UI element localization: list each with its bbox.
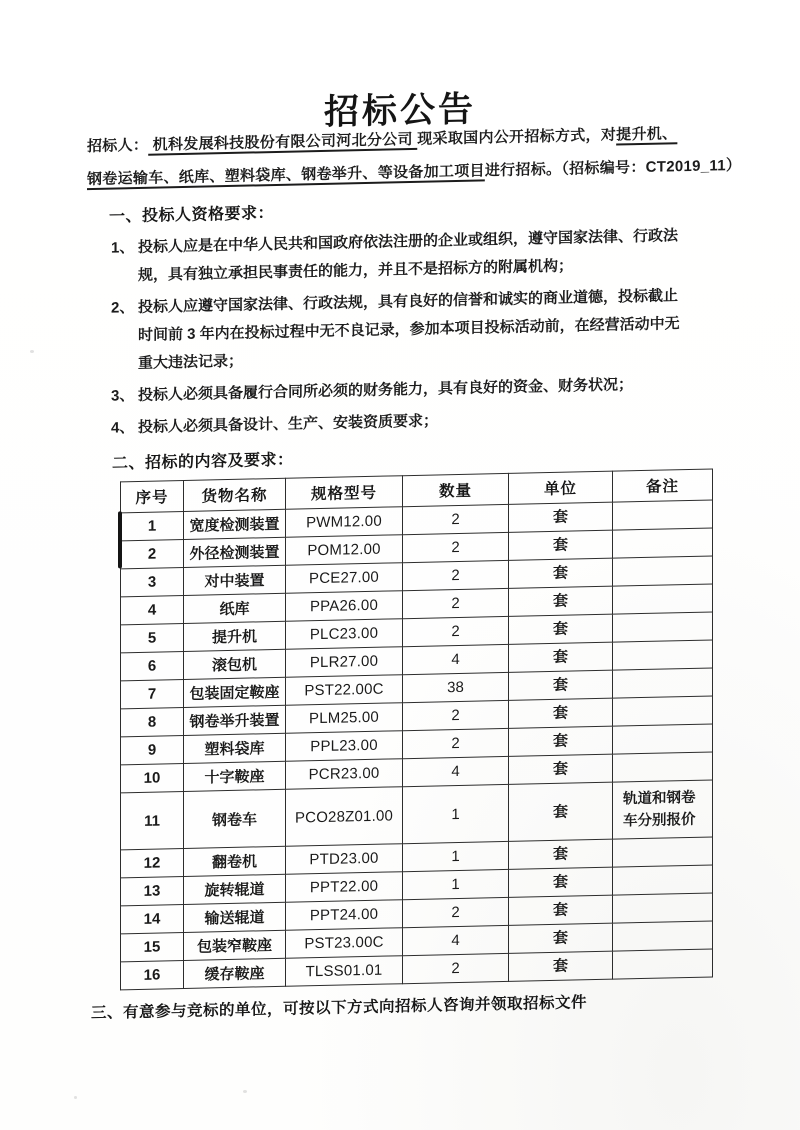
table-cell [286,647,403,678]
scan-speck [243,1090,247,1093]
table-cell [509,951,613,981]
table-cell [286,787,403,847]
text-segment: 招标人： [87,136,149,156]
table-cell [121,567,184,596]
table-cell [184,677,286,707]
column-header: 备注 [613,469,713,502]
table-cell [509,754,613,784]
cell-text: 1 [451,847,460,866]
cell-text: 38 [447,678,464,697]
cell-text: PPA26.00 [309,596,379,616]
table-cell [184,593,286,623]
table-cell [286,675,403,706]
cell-text: 2 [451,566,460,585]
cell-text: PTD23.00 [309,849,379,869]
qualification-item [111,282,701,379]
table-cell [613,752,713,782]
cell-text: 套 [552,957,568,975]
table-cell [286,872,403,903]
item-number: 3、 [111,387,135,405]
underlined-text: 提升机、 [616,125,678,144]
underlined-text: 机科发展科技股份有限公司河北分公司 [148,130,418,154]
table-cell [509,726,613,756]
cell-text: 套 [552,873,568,891]
cell-text: 套 [552,508,568,526]
cell-text: 13 [143,882,161,900]
cell-text: 包装固定鞍座 [189,683,280,703]
cell-text: 套 [552,845,568,863]
table-cell [613,528,713,558]
section-three-heading: 三、有意参与竞标的单位，可按以下方式向招标人咨询并领取招标文件 [91,994,588,1023]
table-cell [509,839,613,869]
table-cell [184,874,286,904]
cell-text: PST23.00C [304,933,384,953]
cell-text: 7 [147,685,157,703]
cell-text: 15 [143,938,161,956]
table-cell [509,614,613,644]
column-header: 序号 [121,480,184,512]
item-text: 投标人应遵守国家法律、行政法规，具有良好的信誉和诚实的商业道德，投标截止时间前 3 年内在投标过程中无不良记录，参加本项目投标活动前，在经营活动中无重大违法记录； [138,287,680,372]
cell-text: 轨道和钢卷车分别报价 [623,789,696,830]
cell-text: 包装窄鞍座 [196,937,272,956]
cell-text: 2 [451,903,460,922]
cell-text: 套 [552,564,568,582]
cell-text: 2 [451,510,460,529]
table-cell [121,595,184,624]
table-cell [121,960,184,989]
cell-text: 2 [451,538,460,557]
cell-text: PCO28Z01.00 [294,806,394,827]
table-cell [613,696,713,726]
table-cell [403,925,509,955]
cell-text: 1 [451,805,460,823]
table-cell [121,763,184,792]
table-cell [403,560,509,590]
item-text: 投标人必须具备设计、生产、安装资质要求； [138,412,439,436]
cell-text: 套 [552,592,568,610]
underlined-text: 钢卷运输车、纸库、塑料袋库、钢卷举升、等设备加工项目 [87,162,485,189]
cell-text: 1 [451,875,460,894]
table-cell [403,588,509,618]
cell-text: 14 [143,910,161,928]
cell-text: 缓存鞍座 [204,965,265,984]
table-cell [403,841,509,871]
cell-text: 滚包机 [211,656,257,675]
cell-text: 4 [451,931,460,950]
table-cell [184,789,286,848]
table-cell [613,865,713,895]
intro-paragraph [87,116,751,196]
table-cell [613,780,713,839]
cell-text: 2 [451,959,460,978]
item-number: 2、 [111,299,135,317]
table-cell [184,621,286,651]
item-text: 投标人应是在中华人民共和国政府依法注册的企业或组织，遵守国家法律、行政法规，具有独立承担民事责任的能力，并且不是招标方的附属机构； [138,227,679,284]
cell-text: 4 [451,650,460,669]
table-cell [184,846,286,876]
table-cell [184,958,286,988]
table-cell [184,537,286,567]
cell-text: 16 [143,966,161,984]
table-cell [286,563,403,594]
cell-text: 纸库 [219,600,250,619]
table-cell [509,698,613,728]
table-cell [403,532,509,562]
cell-text: 宽度检测装置 [189,515,280,535]
table-cell [184,733,286,763]
table-cell [121,623,184,652]
table-cell [613,668,713,698]
column-header: 货物名称 [184,478,286,511]
cell-text: 2 [451,622,460,641]
table-cell [286,900,403,931]
table-cell [121,707,184,736]
table-cell [121,539,184,568]
table-cell [121,511,184,540]
cell-text: 外径检测装置 [189,543,280,563]
section-two-heading: 二、招标的内容及要求： [112,451,294,473]
table-cell [509,558,613,588]
table-cell [286,507,403,538]
table-cell [613,556,713,586]
table-cell [286,535,403,566]
cell-text: 翻卷机 [211,853,257,872]
table-cell [613,500,713,530]
item-text: 投标人必须具备履行合同所必须的财务能力，具有良好的资金、财务状况； [138,376,634,404]
table-cell [613,949,713,979]
cell-text: 旋转辊道 [204,881,265,900]
table-cell [403,756,509,786]
cell-text: 11 [144,812,160,830]
cell-text: 10 [143,769,161,787]
cell-text: 套 [552,536,568,554]
cell-text: 套 [552,929,568,947]
cell-text: PLM25.00 [309,708,379,728]
table-cell [509,586,613,616]
qualification-items-list [111,222,701,447]
table-cell [403,953,509,983]
table-cell [403,897,509,927]
cell-text: 12 [143,854,161,872]
cell-text: 2 [147,545,157,563]
cell-text: 套 [552,760,568,778]
cell-text: 9 [147,741,157,759]
cell-text: 输送辊道 [204,909,265,928]
table-cell [613,724,713,754]
cell-text: TLSS01.01 [305,961,383,981]
cell-text: 2 [451,734,460,753]
text-segment: 现采取国内公开招标方式，对 [417,126,617,148]
table-cell [121,735,184,764]
table-cell [286,759,403,790]
table-cell [613,837,713,867]
table-cell [613,612,713,642]
scan-speck [30,350,34,353]
table-cell [509,867,613,897]
cell-text: 套 [552,901,568,919]
qualification-item [111,222,701,291]
table-cell [184,509,286,539]
table-cell [509,670,613,700]
goods-table-wrap [120,468,713,990]
cell-text: 8 [147,713,157,731]
table-cell [121,791,184,849]
cell-text: 提升机 [211,628,257,647]
table-cell [286,928,403,959]
cell-text: PLC23.00 [309,624,379,644]
cell-text: 5 [147,629,157,647]
page-title: 招标公告 [323,89,476,132]
table-cell [184,902,286,932]
table-cell [286,731,403,762]
column-header: 单位 [509,471,613,504]
column-header: 数量 [403,473,509,506]
cell-text: PLR27.00 [309,652,379,672]
cell-text: 钢卷车 [211,810,257,829]
cell-text: 2 [451,706,460,725]
cell-text: 套 [552,620,568,638]
table-cell [121,932,184,961]
table-cell [286,956,403,987]
cell-text: 4 [451,762,460,781]
cell-text: 6 [147,657,157,675]
cell-text: 对中装置 [204,572,265,591]
table-cell [286,703,403,734]
table-cell [286,844,403,875]
table-cell [184,649,286,679]
table-cell [613,640,713,670]
table-cell [403,700,509,730]
cell-text: 套 [552,648,568,666]
table-cell [121,679,184,708]
table-cell [613,584,713,614]
table-cell [403,784,509,843]
table-cell [509,642,613,672]
section-one-heading: 一、投标人资格要求： [109,205,275,226]
cell-text: 套 [552,676,568,694]
table-cell [509,530,613,560]
cell-text: PPL23.00 [310,736,378,756]
table-cell [403,869,509,899]
table-cell [509,502,613,532]
cell-text: PWM12.00 [306,512,382,532]
column-header: 规格型号 [286,476,403,510]
cell-text: POM12.00 [307,540,381,560]
table-cell [613,921,713,951]
scan-ink-artifact [118,511,123,568]
cell-text: PCR23.00 [308,764,380,784]
cell-text: 4 [147,601,157,619]
table-cell [509,782,613,841]
cell-text: 2 [451,594,460,613]
table-cell [121,876,184,905]
table-cell [403,616,509,646]
table-cell [184,761,286,791]
cell-text: PPT24.00 [309,905,379,925]
goods-table-body [121,500,713,990]
table-cell [403,672,509,702]
cell-text: 钢卷举升装置 [189,711,280,731]
cell-text: 塑料袋库 [204,740,265,759]
table-cell [509,895,613,925]
table-cell [286,591,403,622]
text-segment: 进行招标。（招标编号：CT2019_11） [484,156,742,180]
table-cell [286,619,403,650]
table-cell [121,848,184,877]
scan-speck [74,1096,77,1099]
cell-text: PST22.00C [304,680,384,700]
table-cell [403,504,509,534]
table-cell [184,565,286,595]
table-cell [121,651,184,680]
table-cell [184,930,286,960]
cell-text: PPT22.00 [309,877,379,897]
table-cell [121,904,184,933]
table-cell [403,728,509,758]
cell-text: 套 [552,732,568,750]
cell-text: 3 [147,573,157,591]
table-cell [509,923,613,953]
cell-text: 十字鞍座 [204,768,265,787]
table-cell [613,893,713,923]
cell-text: 套 [552,803,568,821]
cell-text: 套 [552,704,568,722]
item-number: 1、 [111,239,135,257]
goods-table [120,468,713,990]
cell-text: 1 [147,517,157,535]
table-cell [184,705,286,735]
cell-text: PCE27.00 [309,568,379,588]
item-number: 4、 [111,419,135,437]
table-cell [403,644,509,674]
